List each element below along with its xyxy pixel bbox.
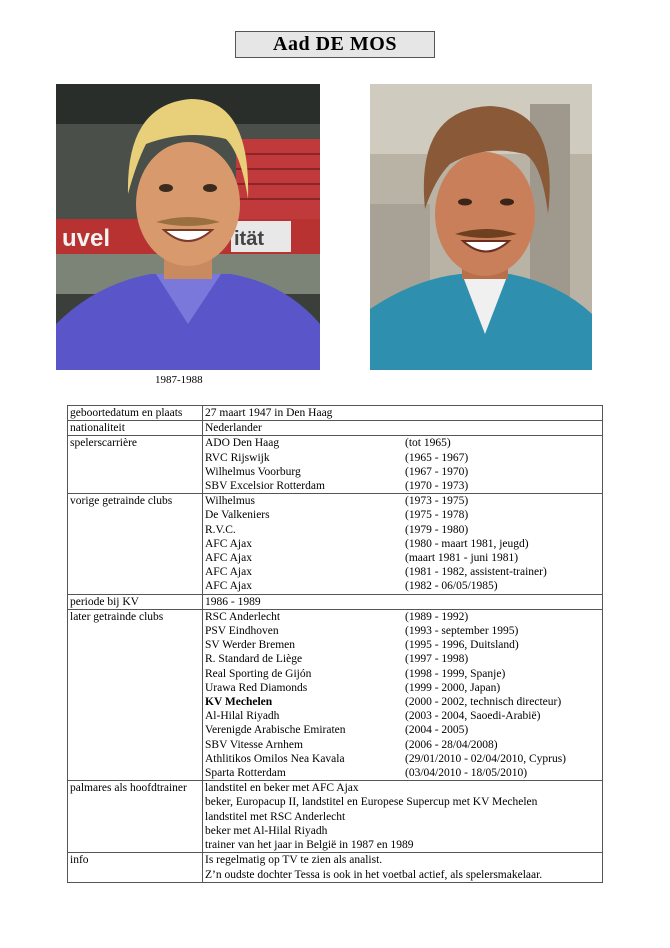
row-value (203, 594, 603, 609)
row-value (203, 494, 603, 594)
value-line (205, 610, 600, 624)
info-table (67, 405, 603, 883)
value-main: Nederlander (205, 422, 262, 435)
value-main: Real Sporting de Gijón (205, 667, 312, 680)
value-line (205, 537, 600, 551)
info-row (68, 436, 603, 494)
value-main: 1986 - 1989 (205, 595, 261, 608)
value-period: (2003 - 2004, Saoedi-Arabië) (405, 710, 541, 723)
value-period: (2000 - 2002, technisch directeur) (405, 696, 562, 709)
row-label: periode bij KV (68, 594, 203, 609)
player-portrait-icon (56, 84, 320, 370)
value-line (205, 709, 600, 723)
value-main: R.V.C. (205, 523, 236, 536)
info-row (68, 406, 603, 421)
row-value (203, 781, 603, 853)
value-main: Wilhelmus Voorburg (205, 465, 301, 478)
value-main: Wilhelmus (205, 495, 256, 508)
value-main: R. Standard de Liège (205, 653, 303, 666)
row-label: vorige getrainde clubs (68, 494, 203, 594)
value-main: PSV Eindhoven (205, 625, 279, 638)
value-line (205, 595, 600, 609)
row-label: later getrainde clubs (68, 609, 203, 780)
value-line (205, 738, 600, 752)
value-line (205, 624, 600, 638)
value-period: (1967 - 1970) (405, 465, 469, 478)
value-line (205, 766, 600, 780)
value-line (205, 523, 600, 537)
value-period: (1998 - 1999, Spanje) (405, 667, 506, 680)
value-line (205, 565, 600, 579)
value-main: Athlitikos Omilos Nea Kavala (205, 752, 345, 765)
value-main: landstitel en beker met AFC Ajax (205, 782, 359, 795)
value-line (205, 551, 600, 565)
value-line (205, 451, 600, 465)
value-main: Urawa Red Diamonds (205, 681, 308, 694)
info-row (68, 421, 603, 436)
value-period: (1981 - 1982, assistent-trainer) (405, 566, 547, 579)
value-period: (1965 - 1967) (405, 451, 469, 464)
value-main: Is regelmatig op TV te zien als analist. (205, 854, 383, 867)
value-period: (1989 - 1992) (405, 610, 469, 623)
value-main: AFC Ajax (205, 566, 252, 579)
value-main: AFC Ajax (205, 537, 252, 550)
value-line (205, 681, 600, 695)
value-period: (1970 - 1973) (405, 480, 469, 493)
value-line (205, 868, 600, 882)
value-line (205, 810, 600, 824)
value-line (205, 406, 600, 420)
value-line (205, 508, 600, 522)
value-line (205, 723, 600, 737)
value-period: (1982 - 06/05/1985) (405, 580, 498, 593)
info-row (68, 853, 603, 882)
player-portrait-icon (370, 84, 592, 370)
value-period: (tot 1965) (405, 437, 451, 450)
value-main: SBV Vitesse Arnhem (205, 738, 303, 751)
value-line (205, 436, 600, 450)
value-line (205, 465, 600, 479)
value-line (205, 853, 600, 867)
value-period: (2006 - 28/04/2008) (405, 738, 498, 751)
value-line (205, 579, 600, 593)
value-main: trainer van het jaar in België in 1987 en 1989 (205, 839, 414, 852)
row-value (203, 609, 603, 780)
value-main: Al-Hilal Riyadh (205, 710, 280, 723)
value-period: (maart 1981 - juni 1981) (405, 552, 519, 565)
row-value (203, 406, 603, 421)
info-row (68, 609, 603, 780)
value-period: (29/01/2010 - 02/04/2010, Cyprus) (405, 752, 566, 765)
value-line (205, 781, 600, 795)
value-line (205, 494, 600, 508)
value-period: (1979 - 1980) (405, 523, 469, 536)
value-main: RSC Anderlecht (205, 610, 281, 623)
value-period: (1995 - 1996, Duitsland) (405, 639, 519, 652)
value-main: SV Werder Bremen (205, 639, 295, 652)
value-main: Verenigde Arabische Emiraten (205, 724, 346, 737)
value-main: Sparta Rotterdam (205, 767, 286, 780)
svg-text:uvel: uvel (62, 225, 111, 252)
value-period: (1993 - september 1995) (405, 625, 519, 638)
row-label: geboortedatum en plaats (68, 406, 203, 421)
value-period: (1975 - 1978) (405, 509, 469, 522)
row-value (203, 436, 603, 494)
info-row (68, 781, 603, 853)
value-line (205, 752, 600, 766)
value-period: (1973 - 1975) (405, 495, 469, 508)
info-row (68, 494, 603, 594)
value-main: ADO Den Haag (205, 437, 280, 450)
value-main: Z’n oudste dochter Tessa is ook in het voetbal actief, als spelersmakelaar. (205, 868, 543, 881)
value-main: AFC Ajax (205, 552, 252, 565)
value-line (205, 824, 600, 838)
value-main: 27 maart 1947 in Den Haag (205, 407, 333, 419)
value-line (205, 638, 600, 652)
row-value (203, 853, 603, 882)
value-main: De Valkeniers (205, 509, 270, 522)
player-photo-1987 (56, 84, 320, 370)
value-line (205, 652, 600, 666)
value-main: landstitel met RSC Anderlecht (205, 810, 346, 823)
player-photo-trainer (370, 84, 592, 370)
value-line (205, 838, 600, 852)
row-label: nationaliteit (68, 421, 203, 436)
value-line (205, 421, 600, 435)
svg-text:ität: ität (234, 228, 264, 250)
photo-caption: 1987-1988 (155, 374, 203, 386)
value-main: SBV Excelsior Rotterdam (205, 480, 325, 493)
info-row (68, 594, 603, 609)
value-line (205, 667, 600, 681)
page-title: Aad DE MOS (235, 31, 435, 58)
value-period: (03/04/2010 - 18/05/2010) (405, 767, 528, 780)
value-main: KV Mechelen (205, 696, 273, 709)
value-period: (1999 - 2000, Japan) (405, 681, 501, 694)
value-main: AFC Ajax (205, 580, 252, 593)
value-period: (1980 - maart 1981, jeugd) (405, 537, 529, 550)
value-main: beker, Europacup II, landstitel en Europese Supercup met KV Mechelen (205, 796, 538, 809)
row-label: palmares als hoofdtrainer (68, 781, 203, 853)
value-line (205, 479, 600, 493)
row-label: info (68, 853, 203, 882)
row-label: spelerscarrière (68, 436, 203, 494)
value-main: RVC Rijswijk (205, 451, 270, 464)
value-period: (2004 - 2005) (405, 724, 469, 737)
value-period: (1997 - 1998) (405, 653, 469, 666)
value-line (205, 795, 600, 809)
value-main: beker met Al-Hilal Riyadh (205, 824, 328, 837)
row-value (203, 421, 603, 436)
value-line (205, 695, 600, 709)
